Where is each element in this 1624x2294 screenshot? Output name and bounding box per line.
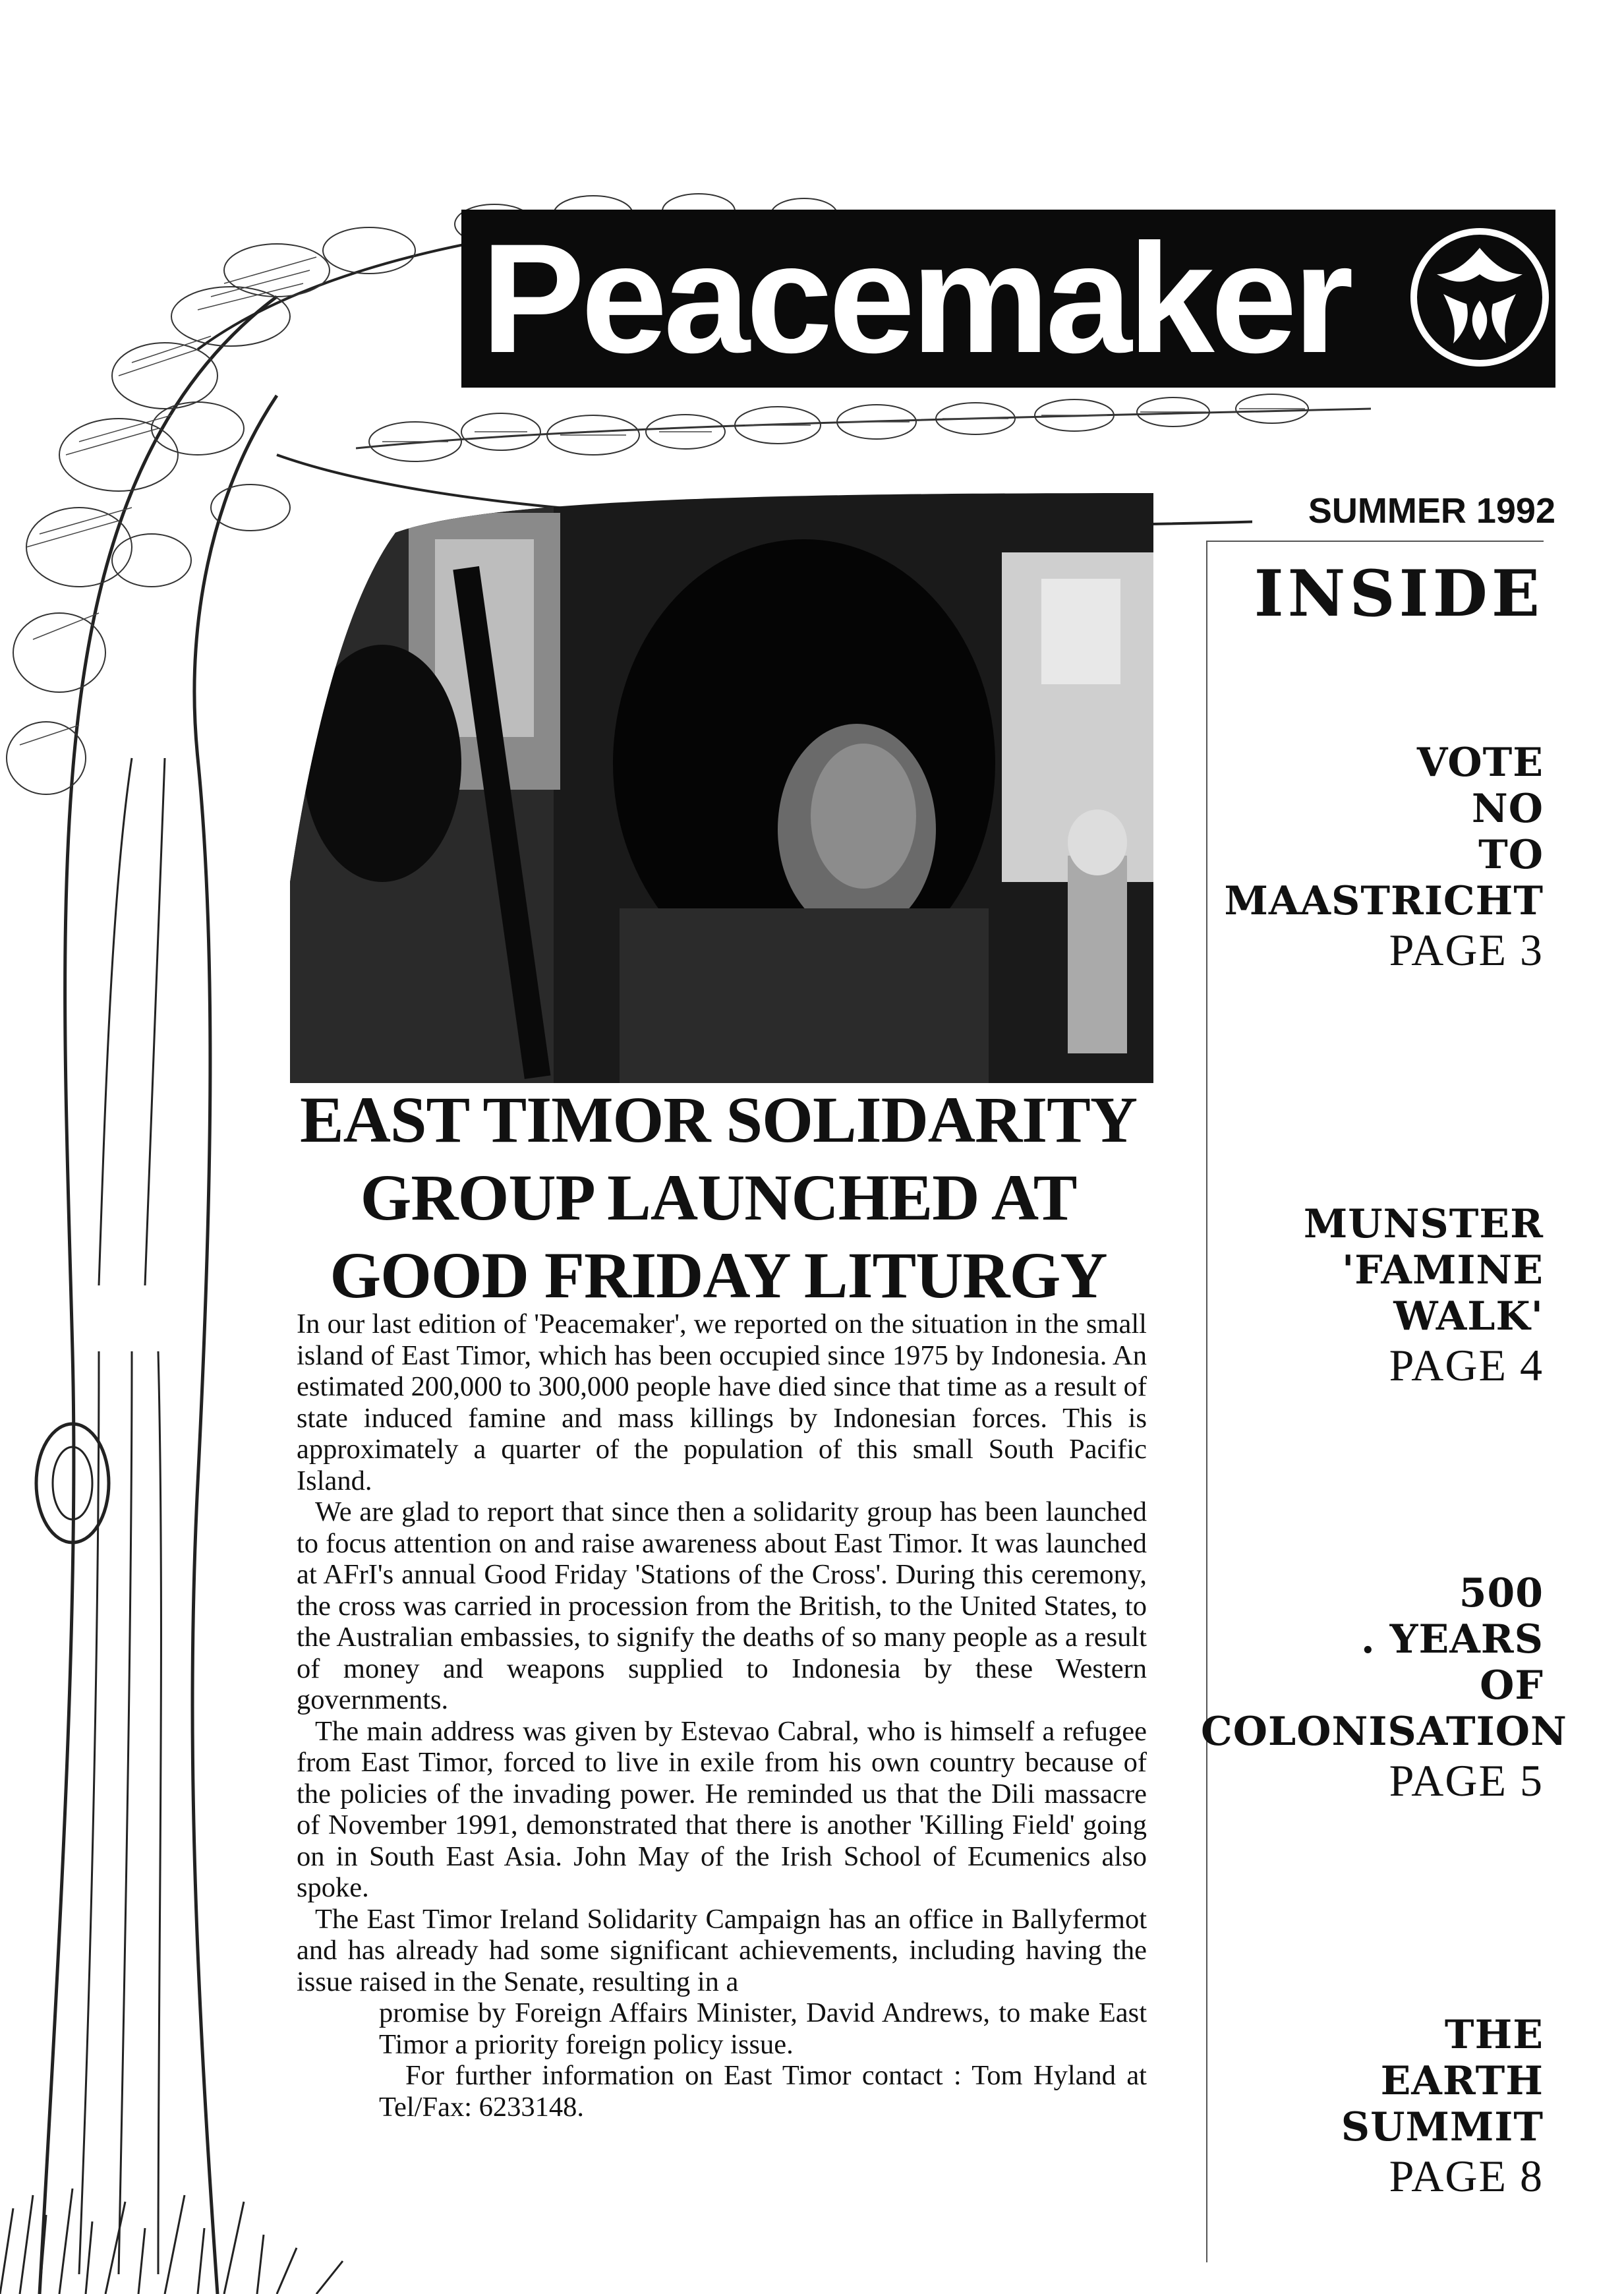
inside-item-line: MUNSTER xyxy=(1303,1201,1544,1247)
inside-item-colonisation xyxy=(1201,1570,1567,1806)
masthead-title: Peacemaker xyxy=(481,212,1350,386)
inside-item-line: MAASTRICHT xyxy=(1224,878,1544,924)
inside-item-famine-walk xyxy=(1201,1201,1544,1391)
inside-item-line: THE xyxy=(1444,2012,1544,2058)
sidebar-title: INSIDE xyxy=(1254,556,1544,631)
edition-date: SUMMER 1992 xyxy=(1308,491,1555,531)
article-paragraph: In our last edition of 'Peacemaker', we reported on the situation in the small island of East Timor, which has been occupied since 1975 by Indonesia. An estimated 200,000 to 300,000 people have died since that time as a result of state induced famine and mass killings by Indonesian forces. This is approximately a quarter of the population of this small South Pacific Island. xyxy=(297,1309,1147,1496)
inside-item-page: PAGE 5 xyxy=(1389,1755,1544,1806)
inside-item-line: . YEARS xyxy=(1360,1616,1544,1662)
inside-item-line: OF xyxy=(1480,1662,1544,1709)
inside-sidebar xyxy=(1201,541,1567,2262)
inside-item-line: VOTE xyxy=(1416,740,1544,786)
inside-item-earth-summit xyxy=(1201,2012,1544,2202)
protest-photo xyxy=(290,486,1153,1083)
article-paragraph: promise by Foreign Affairs Minister, David Andrews, to make East Timor a priority foreign policy issue. xyxy=(379,1997,1147,2060)
article-paragraph: The main address was given by Estevao Cabral, who is himself a refugee from East Timor, forced to live in exile from his own country because of the policies of the invading power. He reminded us that the Dili massacre of November 1991, demonstrated that there is another 'Killing Field' going on in South East Asia. John May of the Irish School of Ecumenics also spoke. xyxy=(297,1715,1147,1903)
inside-item-line: TO xyxy=(1478,832,1544,878)
masthead xyxy=(461,210,1555,388)
dove-emblem-icon xyxy=(1404,221,1555,373)
headline-line: GOOD FRIDAY LITURGY xyxy=(330,1239,1107,1312)
inside-item-line: NO xyxy=(1471,786,1544,832)
inside-item-line: EARTH xyxy=(1380,2058,1544,2104)
inside-item-line: WALK' xyxy=(1393,1293,1544,1339)
headline xyxy=(283,1081,1153,1314)
inside-item-line: 'FAMINE xyxy=(1341,1247,1544,1293)
article-contact-paragraph: For further information on East Timor contact : Tom Hyland at Tel/Fax: 6233148. xyxy=(379,2060,1147,2123)
inside-item-page: PAGE 4 xyxy=(1389,1340,1544,1390)
headline-line: GROUP LAUNCHED AT xyxy=(360,1161,1077,1234)
inside-item-maastricht xyxy=(1201,740,1544,976)
headline-line: EAST TIMOR SOLIDARITY xyxy=(299,1083,1138,1156)
article-paragraph: We are glad to report that since then a solidarity group has been launched to focus attention on and raise awareness about East Timor. It was launched at AFrI's annual Good Friday 'Stations of the Cross'. During this ceremony, the cross was carried in procession from the British, to the United States, to the Australian embassies, to signify the deaths of so many people as a result of money and weapons supplied to Indonesia by these Western governments. xyxy=(297,1496,1147,1715)
inside-item-page: PAGE 3 xyxy=(1389,925,1544,975)
inside-item-line: COLONISATION xyxy=(1201,1709,1567,1755)
article-paragraph: The East Timor Ireland Solidarity Campaign has an office in Ballyfermot and has already had some significant achievements, including having the issue raised in the Senate, resulting in a xyxy=(297,1903,1147,1997)
inside-item-page: PAGE 8 xyxy=(1389,2151,1544,2201)
inside-item-line: 500 xyxy=(1459,1570,1544,1616)
inside-item-line: SUMMIT xyxy=(1341,2104,1544,2150)
article-body xyxy=(297,1309,1147,2123)
